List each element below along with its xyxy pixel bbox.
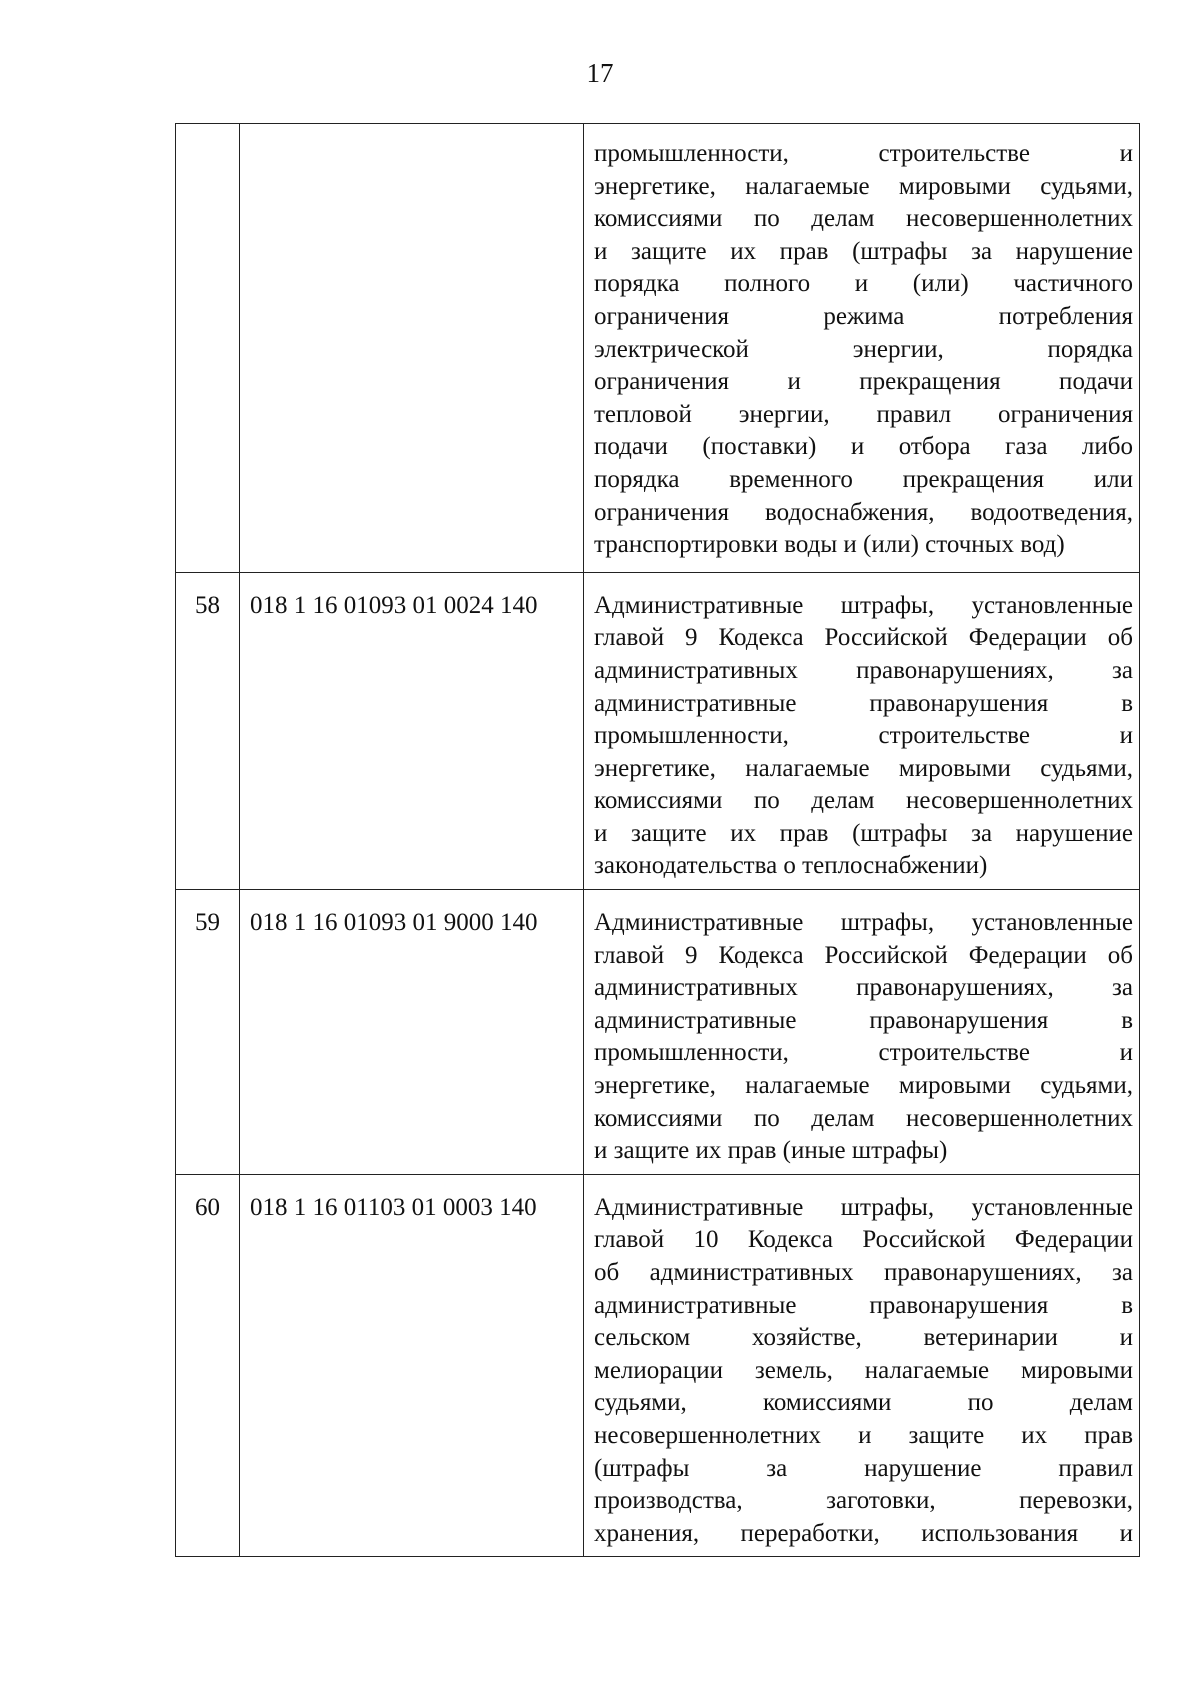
description-line: подачи (поставки) и отбора газа либо [594, 433, 1133, 461]
description [584, 124, 1140, 573]
description-line: ограничения водоснабжения, водоотведения, [594, 498, 1133, 526]
budget-code [240, 124, 584, 573]
description-line: и защите их прав (иные штрафы) [594, 1137, 948, 1165]
description-line: электрической энергии, порядка [594, 335, 1133, 363]
page-number: 17 [586, 58, 614, 88]
description-line: ограничения режима потребления [594, 302, 1133, 330]
row-number: 60 [176, 1174, 240, 1557]
budget-code: 018 1 16 01103 01 0003 140 [240, 1174, 584, 1557]
description-line: транспортировки воды и (или) сточных вод) [594, 531, 1065, 559]
fines-table [175, 123, 1140, 1557]
description-line: Административные штрафы, установленные [594, 909, 1133, 937]
description-line: порядка временного прекращения или [594, 465, 1133, 493]
description-line: Административные штрафы, установленные [594, 1193, 1133, 1221]
description-line: главой 10 Кодекса Российской Федерации [594, 1226, 1133, 1254]
table-row [176, 124, 1140, 573]
description-line: промышленности, строительстве и [594, 722, 1133, 750]
description-text [594, 907, 1133, 1168]
description-line: энергетике, налагаемые мировыми судьями, [594, 754, 1133, 782]
description-line: главой 9 Кодекса Российской Федерации об [594, 624, 1133, 652]
description-line: промышленности, строительстве и [594, 140, 1133, 167]
description-line: комиссиями по делам несовершеннолетних [594, 1104, 1133, 1132]
description-line: (штрафы за нарушение правил [594, 1454, 1133, 1482]
description-line: мелиорации земель, налагаемые мировыми [594, 1356, 1133, 1384]
table-row [176, 890, 1140, 1175]
description-line: и защите их прав (штрафы за нарушение [594, 237, 1133, 265]
description-line: комиссиями по делам несовершеннолетних [594, 787, 1133, 815]
description-line: административные правонарушения в [594, 1006, 1133, 1034]
description-line: главой 9 Кодекса Российской Федерации об [594, 941, 1133, 969]
description-text [594, 590, 1133, 883]
description-line: об административных правонарушениях, за [594, 1259, 1133, 1286]
description-line: промышленности, строительстве и [594, 1039, 1133, 1067]
description-line: сельском хозяйстве, ветеринарии и [594, 1324, 1133, 1352]
description-line: административных правонарушениях, за [594, 974, 1133, 1002]
table-body [176, 124, 1140, 1557]
description-line: порядка полного и (или) частичного [594, 270, 1133, 298]
budget-code: 018 1 16 01093 01 9000 140 [240, 890, 584, 1175]
row-number: 59 [176, 890, 240, 1175]
description-line: административные правонарушения в [594, 689, 1133, 717]
description-text [594, 1192, 1133, 1551]
description-line: тепловой энергии, правил ограничения [594, 400, 1133, 428]
description-line: и защите их прав (штрафы за нарушение [594, 819, 1133, 847]
description [584, 572, 1140, 889]
description-line: судьями, комиссиями по делам [594, 1389, 1133, 1417]
table-row [176, 1174, 1140, 1557]
description-line: производства, заготовки, перевозки, [594, 1487, 1133, 1515]
description-line: ограничения и прекращения подачи [594, 368, 1133, 396]
description-line: административных правонарушениях, за [594, 656, 1133, 684]
description-text [594, 138, 1133, 562]
row-number [176, 124, 240, 573]
description-line: несовершеннолетних и защите их прав [594, 1421, 1133, 1449]
description-line: энергетике, налагаемые мировыми судьями, [594, 172, 1133, 200]
description-line: административные правонарушения в [594, 1291, 1133, 1319]
table-row [176, 572, 1140, 889]
description [584, 890, 1140, 1175]
budget-code: 018 1 16 01093 01 0024 140 [240, 572, 584, 889]
description-line: энергетике, налагаемые мировыми судьями, [594, 1072, 1133, 1100]
description-line: комиссиями по делам несовершеннолетних [594, 205, 1133, 233]
description [584, 1174, 1140, 1557]
description-line: хранения, переработки, использования и [594, 1519, 1133, 1547]
description-line: Административные штрафы, установленные [594, 591, 1133, 619]
description-line: законодательства о теплоснабжении) [594, 852, 988, 880]
row-number: 58 [176, 572, 240, 889]
